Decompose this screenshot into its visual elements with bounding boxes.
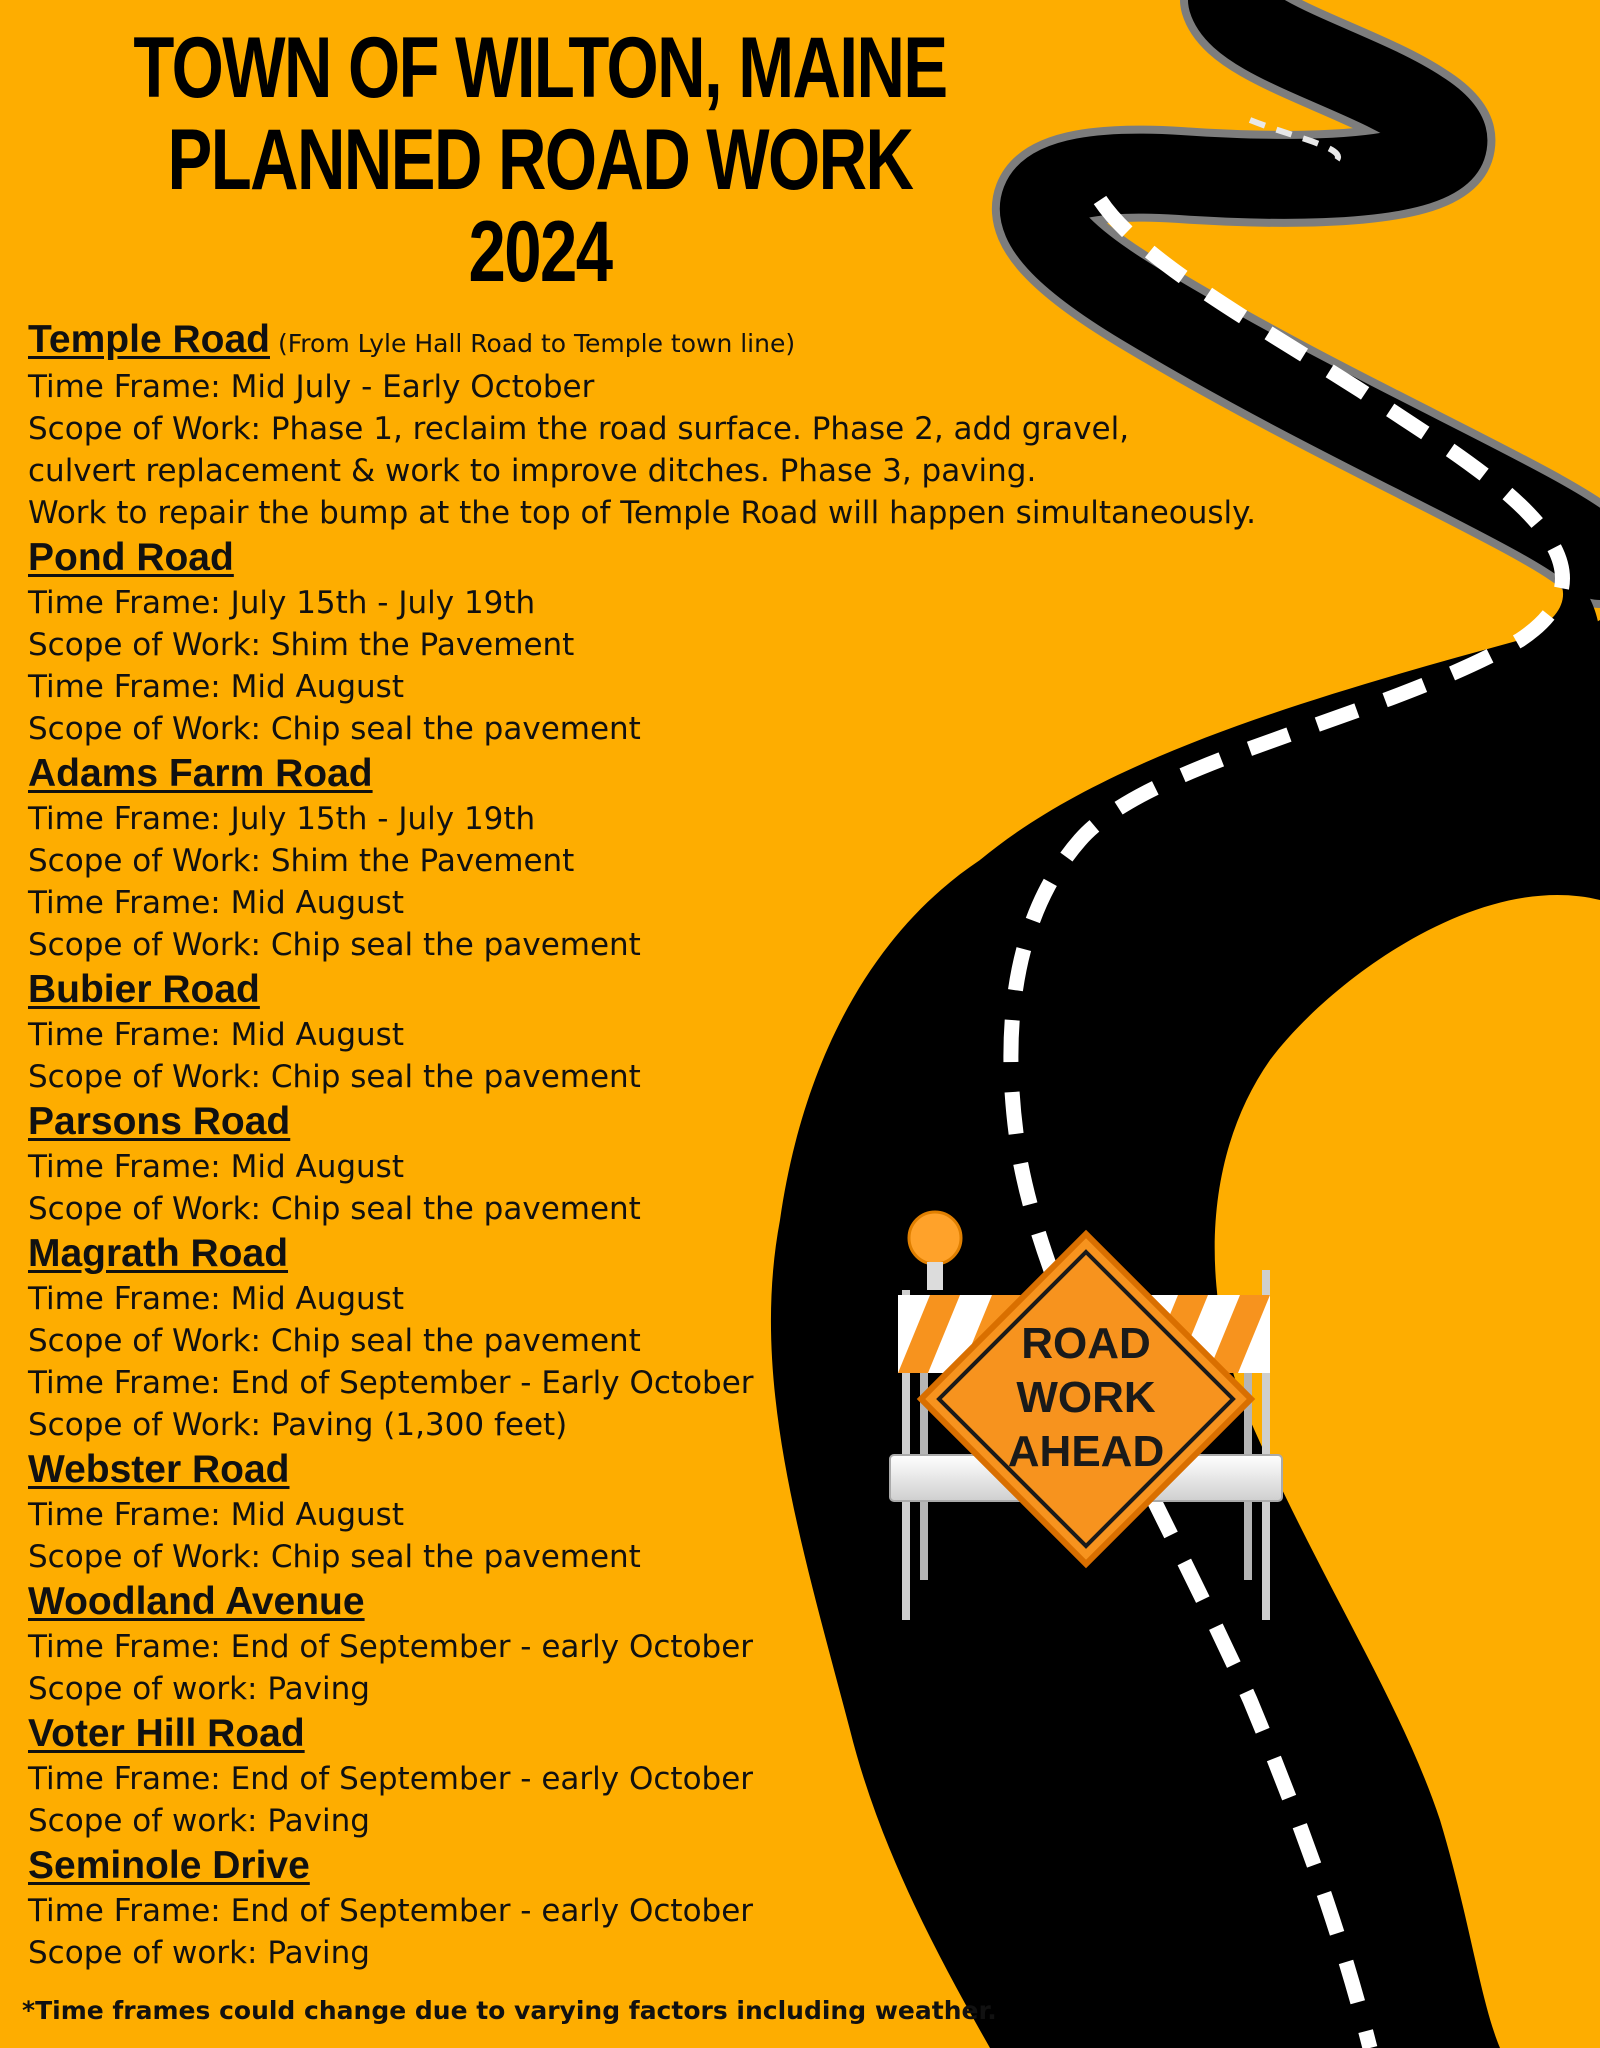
road-detail: Scope of Work: Phase 1, reclaim the road surface. Phase 2, add gravel, bbox=[28, 411, 1130, 447]
road-detail: Time Frame: Mid August bbox=[28, 1017, 404, 1053]
road-heading bbox=[28, 1712, 1328, 1758]
road-detail: Time Frame: End of September - early October bbox=[28, 1761, 754, 1797]
road-heading bbox=[28, 318, 1328, 366]
road-detail: Scope of Work: Chip seal the pavement bbox=[28, 711, 641, 747]
road-detail: Scope of work: Paving bbox=[28, 1803, 370, 1839]
road-detail: Scope of work: Paving bbox=[28, 1671, 370, 1707]
road-detail: Time Frame: Mid August bbox=[28, 669, 404, 705]
road-name: Seminole Drive bbox=[28, 1844, 310, 1887]
road-section-webster bbox=[28, 1448, 1328, 1578]
road-section-magrath bbox=[28, 1232, 1328, 1446]
road-detail: Time Frame: Mid July - Early October bbox=[28, 369, 595, 405]
sign-line-2: WORK bbox=[1016, 1373, 1156, 1422]
title-line-3: 2024 bbox=[468, 204, 612, 300]
road-section-adams-farm bbox=[28, 752, 1328, 966]
sign-line-1: ROAD bbox=[1021, 1319, 1151, 1368]
road-detail: Scope of Work: Chip seal the pavement bbox=[28, 1323, 641, 1359]
road-section-parsons bbox=[28, 1100, 1328, 1230]
road-heading bbox=[28, 752, 1328, 798]
road-detail: Scope of Work: Chip seal the pavement bbox=[28, 1059, 641, 1095]
road-name: Woodland Avenue bbox=[28, 1580, 365, 1623]
road-section-bubier bbox=[28, 968, 1328, 1098]
road-note: (From Lyle Hall Road to Temple town line) bbox=[277, 329, 796, 358]
road-detail: Scope of Work: Chip seal the pavement bbox=[28, 1539, 641, 1575]
road-name: Magrath Road bbox=[28, 1232, 289, 1275]
road-heading bbox=[28, 968, 1328, 1014]
road-detail: Time Frame: End of September - early October bbox=[28, 1629, 754, 1665]
road-name: Voter Hill Road bbox=[28, 1712, 305, 1755]
road-name: Adams Farm Road bbox=[28, 752, 373, 795]
road-list bbox=[28, 318, 1328, 1976]
road-detail: Time Frame: July 15th - July 19th bbox=[28, 801, 536, 837]
road-detail: Time Frame: End of September - Early October bbox=[28, 1365, 754, 1401]
road-section-woodland bbox=[28, 1580, 1328, 1710]
road-detail: Time Frame: Mid August bbox=[28, 885, 404, 921]
road-heading bbox=[28, 536, 1328, 582]
road-detail: culvert replacement & work to improve ditches. Phase 3, paving. bbox=[28, 453, 1037, 489]
title-line-2: PLANNED ROAD WORK bbox=[167, 112, 913, 208]
road-name: Webster Road bbox=[28, 1448, 290, 1491]
footnote: *Time frames could change due to varying factors including weather. bbox=[22, 1996, 997, 2025]
road-section-seminole bbox=[28, 1844, 1328, 1974]
page-title bbox=[119, 22, 961, 298]
road-detail: Scope of Work: Chip seal the pavement bbox=[28, 1191, 641, 1227]
road-detail: Scope of Work: Paving (1,300 feet) bbox=[28, 1407, 568, 1443]
sign-line-3: AHEAD bbox=[1007, 1427, 1165, 1476]
road-name: Bubier Road bbox=[28, 968, 260, 1011]
road-detail: Time Frame: July 15th - July 19th bbox=[28, 585, 536, 621]
road-name: Temple Road bbox=[28, 318, 270, 361]
road-detail: Scope of work: Paving bbox=[28, 1935, 370, 1971]
road-section-voter-hill bbox=[28, 1712, 1328, 1842]
road-detail: Time Frame: Mid August bbox=[28, 1281, 404, 1317]
road-detail: Time Frame: End of September - early October bbox=[28, 1893, 754, 1929]
road-detail: Scope of Work: Shim the Pavement bbox=[28, 843, 575, 879]
road-section-pond bbox=[28, 536, 1328, 750]
title-line-1: TOWN OF WILTON, MAINE bbox=[133, 20, 947, 116]
road-section-temple bbox=[28, 318, 1328, 534]
road-heading bbox=[28, 1100, 1328, 1146]
road-heading bbox=[28, 1844, 1328, 1890]
road-detail: Time Frame: Mid August bbox=[28, 1149, 404, 1185]
road-name: Pond Road bbox=[28, 536, 234, 579]
road-detail: Work to repair the bump at the top of Temple Road will happen simultaneously. bbox=[28, 495, 1256, 531]
road-detail: Scope of Work: Chip seal the pavement bbox=[28, 927, 641, 963]
road-detail: Scope of Work: Shim the Pavement bbox=[28, 627, 575, 663]
road-detail: Time Frame: Mid August bbox=[28, 1497, 404, 1533]
road-heading bbox=[28, 1232, 1328, 1278]
road-heading bbox=[28, 1580, 1328, 1626]
road-heading bbox=[28, 1448, 1328, 1494]
road-name: Parsons Road bbox=[28, 1100, 291, 1143]
